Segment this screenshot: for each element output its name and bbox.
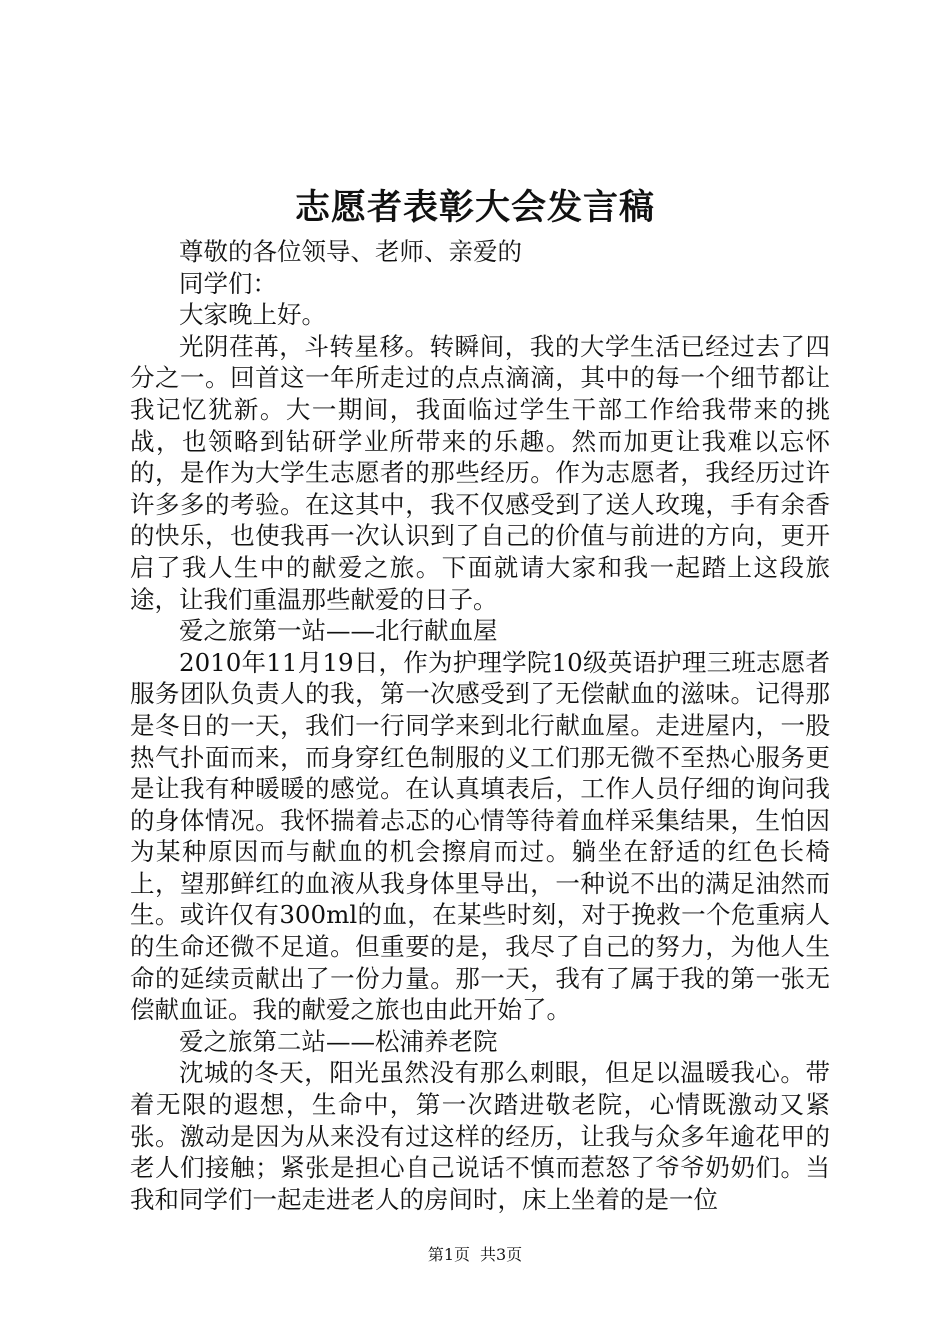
section-heading-1: 爱之旅第一站——北行献血屋 xyxy=(179,616,498,646)
document-title: 志愿者表彰大会发言稿 xyxy=(294,187,655,228)
page-number: 第1页 xyxy=(427,1245,470,1264)
paragraph-greeting: 大家晚上好。 xyxy=(179,300,326,330)
page-total: 共3页 xyxy=(480,1245,523,1264)
paragraph-intro: 光阴荏苒，斗转星移。转瞬间，我的大学生活已经过去了四分之一。回首这一年所走过的点点滴滴，其中的每一个细节都让我记忆犹新。大一期间，我面临过学生干部工作给我带来的挑战，也领略到钻研学业所带来的乐趣。然而加更让我难以忘怀的，是作为大学生志愿者的那些经历。作为志愿者，我经历过许许多多的考验。在这其中，我不仅感受到了送人玫瑰，手有余香的快乐，也使我再一次认识到了自己的价值与前进的方向，更开启了我人生中的献爱之旅。下面就请大家和我一起踏上这段旅途，让我们重温那些献爱的日子。 xyxy=(130,331,830,614)
section-heading-2: 爱之旅第二站——松浦养老院 xyxy=(179,1026,498,1056)
document-body xyxy=(130,236,830,1215)
paragraph-salutation-1: 尊敬的各位领导、老师、亲爱的 xyxy=(179,237,522,266)
page-footer xyxy=(0,1244,950,1266)
paragraph-blood-donation: 2010年11月19日，作为护理学院10级英语护理三班志愿者服务团队负责人的我，第一次感受到了无偿献血的滋味。记得那是冬日的一天，我们一行同学来到北行献血屋。走进屋内，一股热气扑面而来，而身穿红色制服的义工们那无微不至热心服务更是让我有种暖暖的感觉。在认真填表后，工作人员仔细的询问我的身体情况。我怀揣着忐忑的心情等待着血样采集结果，生怕因为某种原因而与献血的机会擦肩而过。躺坐在舒适的红色长椅上，望那鲜红的血液从我身体里导出，一种说不出的满足油然而生。或许仅有300ml的血，在某些时刻，对于挽救一个危重病人的生命还微不足道。但重要的是，我尽了自己的努力，为他人生命的延续贡献出了一份力量。那一天，我有了属于我的第一张无偿献血证。我的献爱之旅也由此开始了。 xyxy=(130,647,830,1025)
paragraph-salutation-2: 同学们： xyxy=(179,268,277,298)
paragraph-nursing-home: 沈城的冬天，阳光虽然没有那么刺眼，但足以温暖我心。带着无限的遐想，生命中，第一次踏进敬老院，心情既激动又紧张。激动是因为从来没有过这样的经历，让我与众多年逾花甲的老人们接触；紧张是担心自己说话不慎而惹怒了爷爷奶奶们。当我和同学们一起走进老人的房间时，床上坐着的是一位 xyxy=(130,1058,830,1214)
